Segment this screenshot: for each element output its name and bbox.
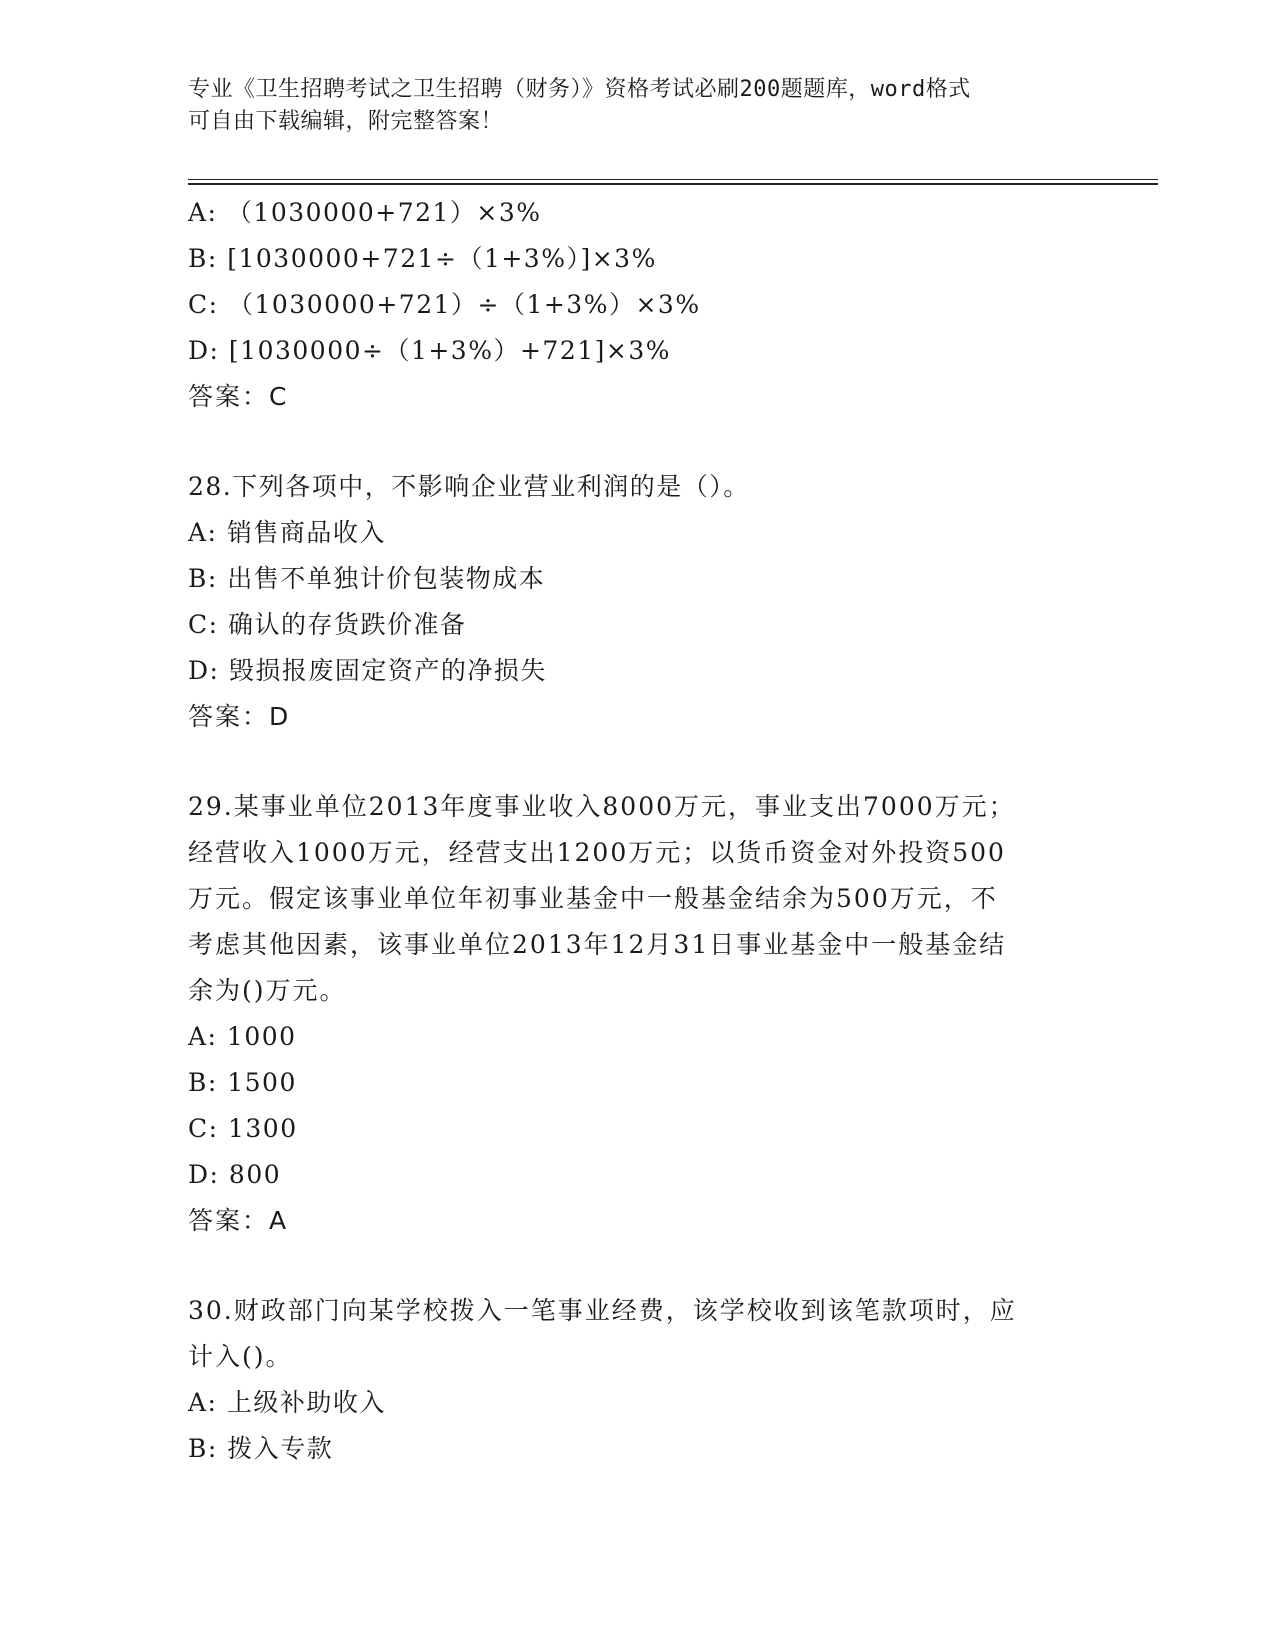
header-title-line-1: 专业《卫生招聘考试之卫生招聘（财务）》资格考试必刷200题题库，word格式 — [188, 77, 971, 102]
question-text-line: 余为()万元。 — [188, 976, 347, 1005]
question-28 — [188, 464, 1088, 740]
document-header — [188, 74, 1088, 138]
question-text-line: 30.财政部门向某学校拨入一笔事业经费，该学校收到该笔款项时，应 — [188, 1296, 1017, 1325]
option-c: C: （1030000+721）÷（1+3%）×3% — [188, 290, 701, 319]
option-b: B: 1500 — [188, 1068, 297, 1097]
option-a: A: 1000 — [188, 1022, 297, 1051]
question-29 — [188, 784, 1088, 1244]
question-text: 28.下列各项中，不影响企业营业利润的是（）。 — [188, 472, 750, 501]
option-a: A: （1030000+721）×3% — [188, 198, 542, 227]
option-c: C: 确认的存货跌价准备 — [188, 610, 467, 639]
option-a: A: 销售商品收入 — [188, 518, 386, 547]
question-30 — [188, 1288, 1088, 1472]
question-text-line: 经营收入1000万元，经营支出1200万元；以货币资金对外投资500 — [188, 838, 1006, 867]
header-divider-thick — [188, 183, 1158, 185]
option-c: C: 1300 — [188, 1114, 298, 1143]
answer: 答案：A — [188, 1206, 289, 1235]
header-divider-thin — [188, 179, 1158, 180]
option-d: D: [1030000÷（1+3%）+721]×3% — [188, 336, 671, 365]
question-text-line: 29.某事业单位2013年度事业收入8000万元，事业支出7000万元； — [188, 792, 1016, 821]
option-d: D: 毁损报废固定资产的净损失 — [188, 656, 547, 685]
question-text-line: 万元。假定该事业单位年初事业基金中一般基金结余为500万元，不 — [188, 884, 998, 913]
question-27 — [188, 190, 1088, 420]
option-b: B: [1030000+721÷（1+3%）]×3% — [188, 244, 657, 273]
question-text-line: 考虑其他因素，该事业单位2013年12月31日事业基金中一般基金结 — [188, 930, 1007, 959]
question-text — [188, 784, 1088, 1014]
option-b: B: 出售不单独计价包装物成本 — [188, 564, 546, 593]
answer: 答案：D — [188, 702, 291, 731]
question-text-line: 计入()。 — [188, 1342, 293, 1371]
option-d: D: 800 — [188, 1160, 282, 1189]
answer: 答案：C — [188, 382, 289, 411]
question-content — [188, 190, 1088, 1472]
option-b: B: 拨入专款 — [188, 1434, 334, 1463]
question-text — [188, 1288, 1088, 1380]
option-a: A: 上级补助收入 — [188, 1388, 386, 1417]
header-title-line-2: 可自由下载编辑，附完整答案！ — [188, 109, 504, 134]
